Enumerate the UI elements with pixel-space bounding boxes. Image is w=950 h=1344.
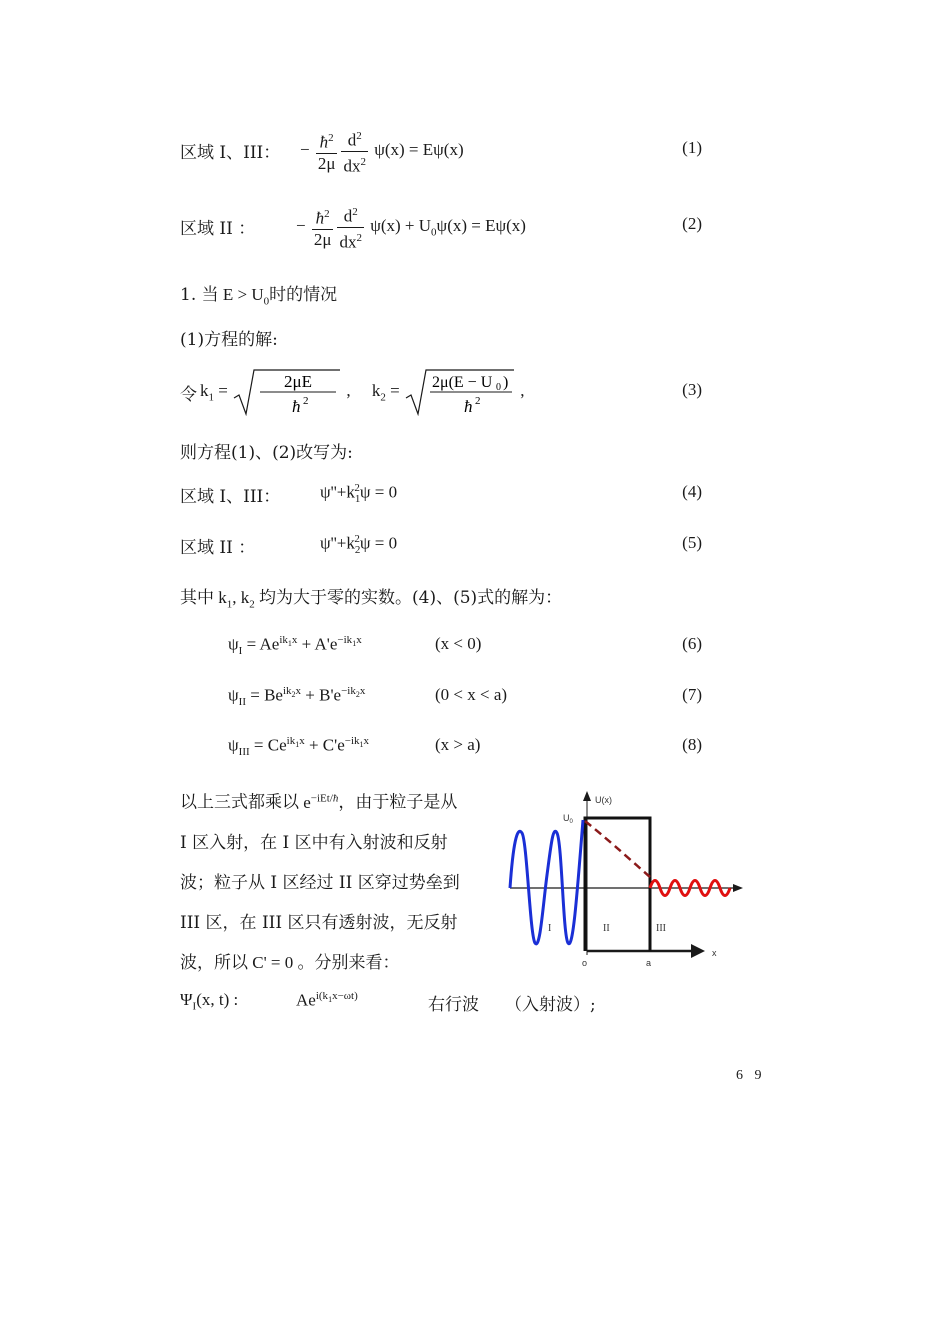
svg-text:ħ: ħ	[292, 397, 301, 416]
svg-text:0: 0	[495, 382, 501, 393]
sqrt-symbol	[232, 368, 342, 416]
equation-2-label: 区域 II ：	[180, 219, 256, 239]
u0-label: $U_0$	[563, 813, 573, 825]
case-heading-post: 时的情况	[269, 285, 338, 305]
psi-wave-type: 右行波	[428, 995, 479, 1015]
psi-incident-lhs: $\Psi_I(x$, t) :	[180, 990, 239, 1013]
real-post: 均为大于零的实数。(4)、(5)式的解为：	[259, 588, 563, 608]
potential-barrier	[585, 818, 650, 951]
real-number-sentence: 其中 $k_1$, $k_2$ 均为大于零的实数。(4)、(5)式的解为：	[180, 588, 563, 611]
u-axis-label: U(x)	[595, 795, 612, 805]
svg-text:2: 2	[474, 395, 481, 407]
page-number: 6 9	[736, 1068, 766, 1083]
case-heading: 1. 当 $E > U_0$时的情况	[180, 285, 338, 308]
equation-4-number: (4)	[682, 482, 702, 501]
svg-text:): )	[502, 374, 509, 391]
equation-1-number: (1)	[682, 138, 702, 157]
equation-3-number: (3)	[682, 380, 702, 399]
equation-6-number: (6)	[682, 634, 702, 653]
rewrite-text: 则方程(1)、(2)改写为:	[180, 443, 353, 463]
equation-5-label: 区域 II ：	[180, 538, 256, 558]
real-pre: 其中	[180, 588, 214, 608]
sqrt-symbol-2	[404, 368, 516, 416]
equation-6	[0, 634, 950, 674]
equation-8	[0, 735, 950, 775]
equation-4-label: 区域 I、III：	[180, 487, 281, 507]
u-axis-arrow	[583, 791, 591, 801]
psi-incident-line	[0, 990, 950, 1030]
equation-5-formula: $\psi''+k_2^2\psi = 0$	[320, 533, 398, 557]
svg-text:2μ(E − U: 2μ(E − U	[431, 374, 493, 391]
equation-2-formula: − $\frac{ħ^2}{2\mu}$ $\frac{d^2}{dx^2}$ $\psi(x) + U_0\psi(x) = E\psi(x)$	[296, 202, 526, 252]
equation-6-formula: $\psi_I = Ae^{ik_1x} + A'e^{-ik_1x}$	[228, 634, 362, 658]
equation-3-prefix: 令	[180, 385, 197, 405]
equation-7-condition: (0 < x < a)	[435, 685, 508, 704]
equation-1-label: 区域 I、III：	[180, 143, 281, 163]
para-line-4: III 区，在 III 区只有透射波，无反射	[180, 912, 458, 933]
para-line-5: 波，所以 C' = 0 。分别来看：	[180, 952, 400, 973]
para-line-1: 以上三式都乘以 $e^{-iEt/ħ}$，由于粒子是从	[180, 792, 458, 813]
baseline-arrow	[733, 884, 743, 892]
equation-4	[0, 482, 950, 522]
equation-5-number: (5)	[682, 533, 702, 552]
psi-wave-note: （入射波）;	[505, 995, 596, 1015]
equation-8-condition: (x > a)	[435, 735, 481, 754]
svg-text:ħ: ħ	[463, 397, 473, 416]
para-line-3: 波；粒子从 I 区经过 II 区穿过势垒到	[180, 872, 460, 893]
a-label: a	[646, 958, 652, 968]
region-1-label: I	[548, 923, 552, 934]
equation-8-formula: $\psi_{III} = Ce^{ik_1x} + C'e^{-ik_1x}$	[228, 735, 370, 759]
region-2-label: II	[603, 923, 610, 934]
equation-7	[0, 685, 950, 725]
decaying-wave	[585, 821, 650, 877]
equation-1	[0, 128, 950, 176]
x-axis-arrow	[691, 944, 705, 958]
equation-2-number: (2)	[682, 214, 702, 233]
equation-1-formula: − $\frac{ħ^2}{2\mu}$ $\frac{d^2}{dx^2}$ ψ(x) = Eψ(x)	[300, 126, 464, 176]
svg-text:2: 2	[303, 395, 309, 407]
case-heading-pre: 1. 当	[180, 285, 219, 305]
potential-barrier-figure	[505, 785, 745, 975]
para-line-2: I 区入射，在 I 区中有入射波和反射	[180, 832, 448, 853]
svg-text:2μE: 2μE	[284, 372, 313, 391]
explanation-paragraph	[180, 778, 500, 983]
equation-3	[0, 368, 950, 416]
equation-3-formula: $k_1$ = 2μE ħ 2 , $k_2$ = 2μ(E − U 0 ) ħ 2 ,	[200, 368, 524, 416]
solution-heading: (1)方程的解:	[180, 330, 278, 350]
origin-label: o	[582, 958, 588, 968]
psi-incident-formula: $Ae^{i(k_1x-\omega t)}$	[296, 990, 358, 1010]
equation-4-formula: $\psi''+k_1^2\psi = 0$	[320, 482, 398, 506]
equation-2	[0, 204, 950, 252]
equation-6-condition: (x < 0)	[435, 634, 482, 653]
x-axis-label: x	[712, 948, 717, 958]
equation-8-number: (8)	[682, 735, 702, 754]
incident-wave	[510, 820, 583, 944]
region-3-label: III	[656, 923, 666, 934]
equation-7-formula: $\psi_{II} = Be^{ik_2x} + B'e^{-ik_2x}$	[228, 685, 366, 709]
equation-7-number: (7)	[682, 685, 702, 704]
equation-5	[0, 533, 950, 573]
